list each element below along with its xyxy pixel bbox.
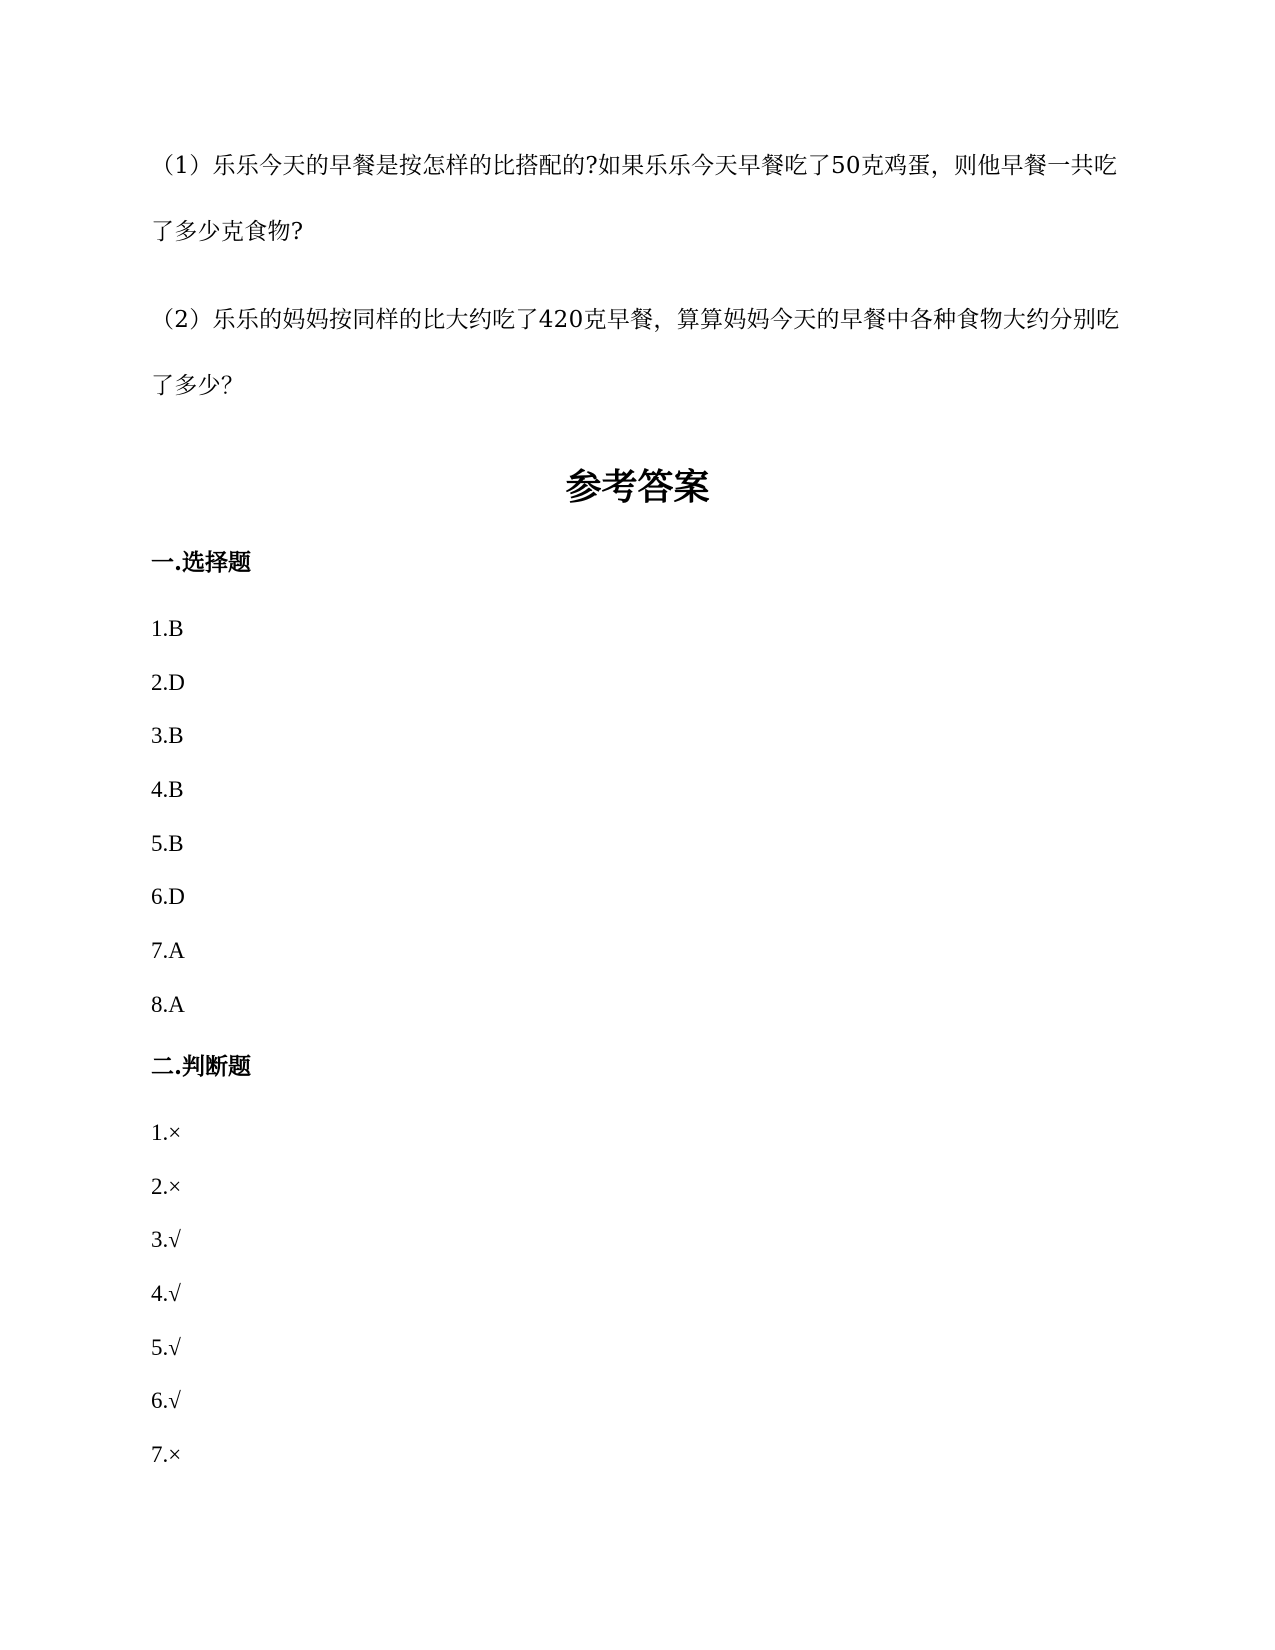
answer-item: 8.A: [151, 991, 185, 1017]
answer-item: 5.B: [151, 830, 184, 856]
answer-item: 4.√: [151, 1281, 181, 1307]
question-1: （1）乐乐今天的早餐是按怎样的比搭配的?如果乐乐今天早餐吃了50克鸡蛋，则他早餐一共吃了多少克食物?: [151, 153, 1118, 245]
answer-item: 7.A: [151, 938, 185, 964]
answer-item: 2.×: [151, 1173, 182, 1199]
answer-item: 7.×: [151, 1442, 182, 1468]
answer-item: 5.√: [151, 1334, 181, 1360]
question-2: （2）乐乐的妈妈按同样的比大约吃了420克早餐，算算妈妈今天的早餐中各种食物大约分别吃了多少？: [151, 307, 1120, 399]
answer-item: 3.√: [151, 1227, 181, 1253]
section-heading-judgement: 二.判断题: [151, 1053, 252, 1080]
answer-item: 3.B: [151, 723, 184, 749]
answer-item: 1.B: [151, 616, 184, 641]
answer-title: 参考答案: [565, 466, 710, 508]
answer-item: 6.D: [151, 884, 185, 910]
choice-answer-list: [151, 614, 185, 1044]
judgement-answer-list: [151, 1118, 181, 1494]
answer-item: 6.√: [151, 1388, 181, 1414]
section-heading-choice: 一.选择题: [151, 549, 252, 576]
answer-item: 4.B: [151, 777, 184, 803]
answer-item: 1.×: [151, 1120, 182, 1145]
answer-item: 2.D: [151, 669, 185, 695]
